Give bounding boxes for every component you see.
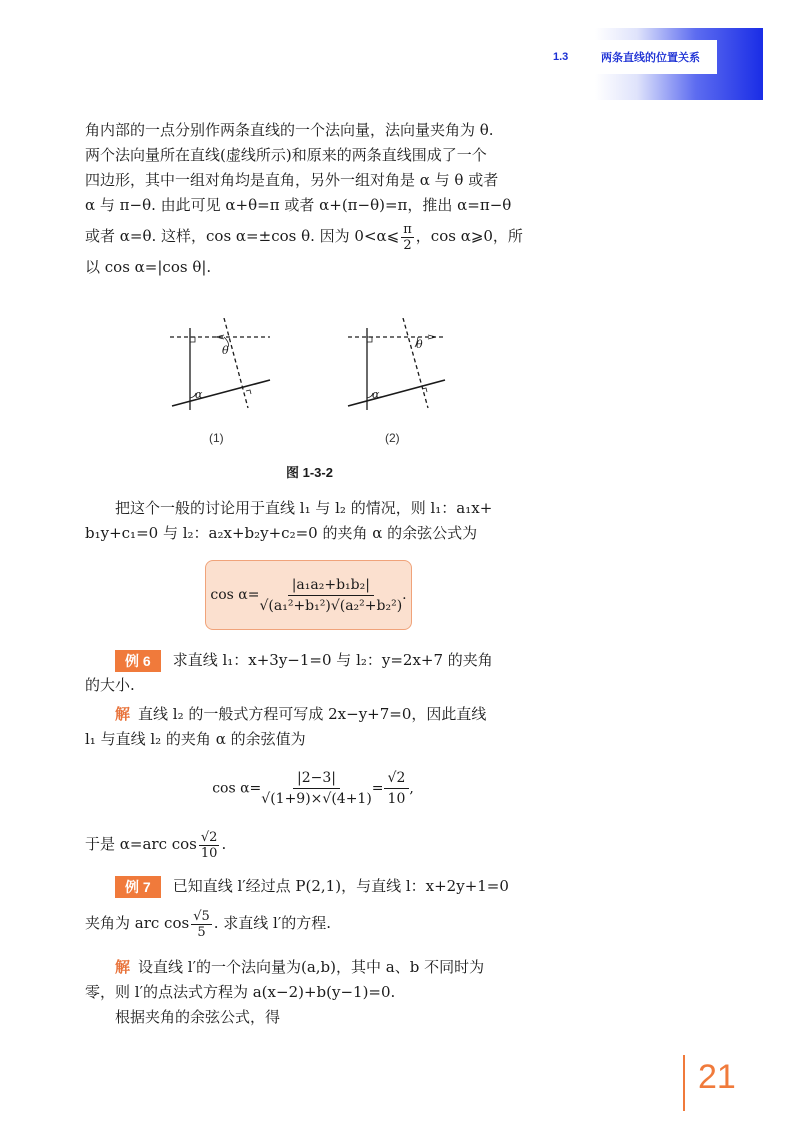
page-number: 21 xyxy=(698,1058,736,1096)
right-angle-mark xyxy=(367,337,372,342)
page-number-rule xyxy=(683,1055,685,1111)
text-line xyxy=(85,826,541,862)
right-angle-mark xyxy=(246,390,251,394)
cosine-formula-box xyxy=(205,560,412,630)
text-line xyxy=(85,218,541,255)
text-line xyxy=(85,955,541,980)
text-line xyxy=(85,903,541,943)
fraction-denominator: 2 xyxy=(403,237,412,253)
solution-text: 直线 l₂ 的一般式方程可写成 2x−y+7=0，因此直线 xyxy=(138,705,487,723)
text-segment: 或者 α=θ. 这样，cos α=±cos θ. 因为 0<α⩽ xyxy=(85,227,400,245)
example-6 xyxy=(85,648,541,752)
fraction-numerator: √2 xyxy=(384,768,410,789)
text-line: l₁ 与直线 l₂ 的夹角 α 的余弦值为 xyxy=(85,730,306,748)
section-title: 两条直线的位置关系 xyxy=(601,52,700,64)
subfigure-caption: (1) xyxy=(209,431,224,445)
fraction-numerator: |2−3| xyxy=(293,768,340,789)
formula-tail: . xyxy=(402,587,407,603)
formula-lhs: cos α= xyxy=(212,780,262,797)
example-badge: 例 7 xyxy=(115,876,161,898)
fraction-numerator: |a₁a₂+b₁b₂| xyxy=(288,575,374,596)
fraction xyxy=(259,575,402,616)
right-angle-mark xyxy=(422,388,427,392)
solution-text: 设直线 l′的一个法向量为(a,b)，其中 a、b 不同时为 xyxy=(138,958,485,976)
text-segment: . 求直线 l′的方程. xyxy=(213,914,332,932)
figure-title: 图 1-3-2 xyxy=(286,465,333,480)
solution-label: 解 xyxy=(115,959,131,976)
subfigure-caption: (2) xyxy=(385,431,400,445)
text-segment: . xyxy=(221,835,227,853)
example-6-formula xyxy=(85,768,541,809)
formula-tail: , xyxy=(409,780,414,797)
formula-lhs: cos α= xyxy=(210,587,260,603)
right-angle-mark xyxy=(190,337,195,342)
fraction xyxy=(261,768,372,809)
question-text: 求直线 l₁：x+3y−1=0 与 l₂：y=2x+7 的夹角 xyxy=(172,651,493,669)
fraction xyxy=(384,768,410,809)
slanted-line xyxy=(348,380,445,406)
fraction-numerator: √5 xyxy=(193,908,210,924)
text-line: 零，则 l′的点法式方程为 a(x−2)+b(y−1)=0. xyxy=(85,983,396,1001)
alpha-label: α xyxy=(195,388,203,401)
fraction-denominator: 10 xyxy=(200,845,218,861)
text-line xyxy=(85,648,541,673)
section-number: 1.3 xyxy=(553,51,569,63)
example-6-conclusion xyxy=(85,826,541,862)
dashed-normal-slanted xyxy=(403,318,428,408)
fraction-denominator: 5 xyxy=(197,924,206,940)
text-line: 以 cos α=|cos θ|. xyxy=(85,258,212,276)
fraction xyxy=(191,909,212,940)
text-line xyxy=(85,702,541,727)
fraction-denominator: √(1+9)×√(4+1) xyxy=(261,791,372,807)
example-7 xyxy=(85,874,541,1030)
question-text: 已知直线 l′经过点 P(2,1)，与直线 l：x+2y+1=0 xyxy=(172,877,509,895)
fraction xyxy=(199,830,220,861)
fraction xyxy=(401,222,414,253)
alpha-label: α xyxy=(372,388,380,401)
text-line: 角内部的一点分别作两条直线的一个法向量，法向量夹角为 θ. xyxy=(85,121,494,139)
text-line: 根据夹角的余弦公式，得 xyxy=(115,1008,281,1026)
text-line: 把这个一般的讨论用于直线 l₁ 与 l₂ 的情况，则 l₁：a₁x+ xyxy=(115,499,493,517)
fraction-denominator: √(a₁²+b₁²)√(a₂²+b₂²) xyxy=(259,597,403,614)
text-line: 两个法向量所在直线(虚线所示)和原来的两条直线围成了一个 xyxy=(85,146,487,164)
text-line: α 与 π−θ. 由此可见 α+θ=π 或者 α+(π−θ)=π，推出 α=π−θ xyxy=(85,196,512,214)
text-segment: ，cos α⩾0，所 xyxy=(415,227,523,245)
equals-sign: = xyxy=(371,780,384,797)
example-badge: 例 6 xyxy=(115,650,161,672)
general-paragraph xyxy=(85,496,541,546)
fraction-denominator: 10 xyxy=(387,791,406,807)
text-line: 的大小. xyxy=(85,676,135,694)
text-segment: 于是 α=arc cos xyxy=(85,835,197,853)
fraction-numerator: π xyxy=(403,221,412,237)
solution-label: 解 xyxy=(115,706,131,723)
slanted-line xyxy=(172,380,270,406)
dashed-normal-slanted xyxy=(224,318,248,408)
text-segment: 夹角为 arc cos xyxy=(85,914,190,932)
theta-label: θ xyxy=(222,344,229,357)
fraction-numerator: √2 xyxy=(200,829,218,845)
theta-label: θ xyxy=(416,338,423,351)
text-line: 四边形，其中一组对角均是直角，另外一组对角是 α 与 θ 或者 xyxy=(85,171,499,189)
figure-1-3-2 xyxy=(160,318,620,458)
intro-paragraph xyxy=(85,118,541,280)
running-header xyxy=(545,40,717,74)
text-line: b₁y+c₁=0 与 l₂：a₂x+b₂y+c₂=0 的夹角 α 的余弦公式为 xyxy=(85,524,478,542)
text-line xyxy=(85,874,541,899)
